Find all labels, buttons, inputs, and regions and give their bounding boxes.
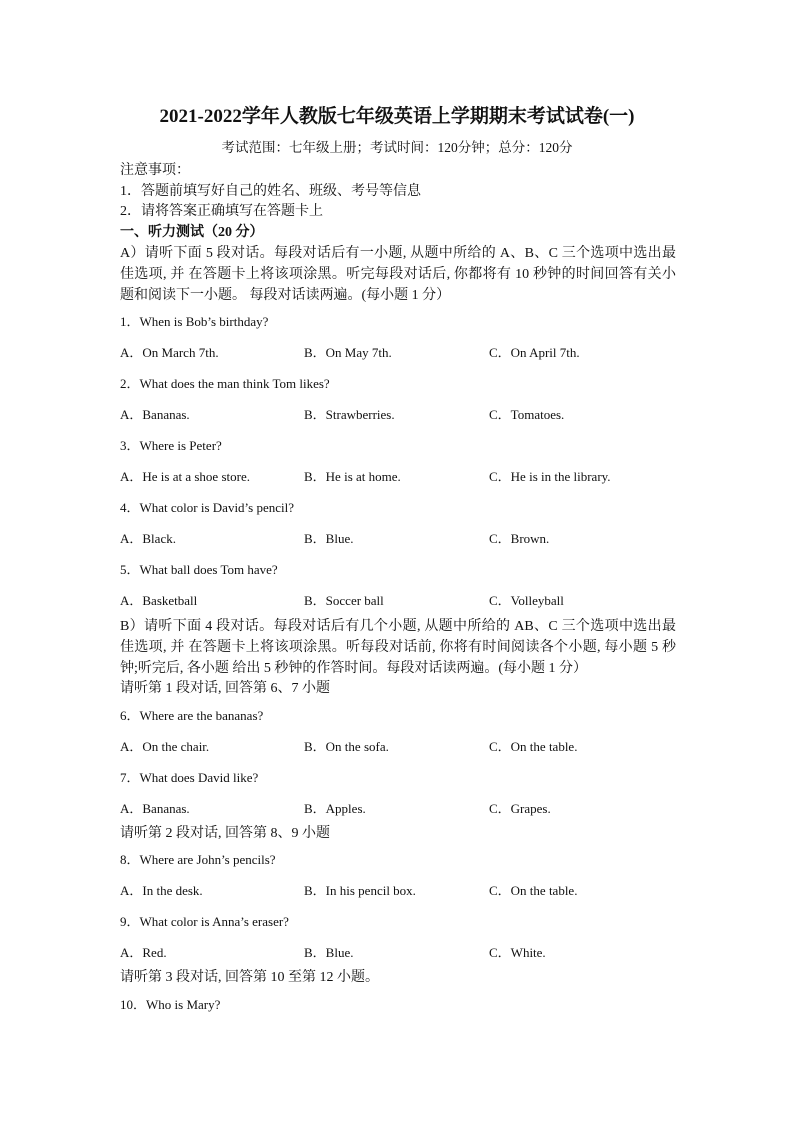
option-a: A．Black. [120,531,176,546]
option-c: C．On the table. [489,738,578,754]
question-8 [120,844,676,906]
question-4 [120,492,676,554]
question-text: 2．What does the man think Tom likes? [120,376,330,391]
question-10: 10．Who is Mary? [120,996,221,1012]
part-b-instructions: B）请听下面 4 段对话。每段对话后有几个小题, 从题中所给的 AB、C 三个选项中选出最佳选项, 并 在答题卡上将该项涂黑。听每段对话前, 你将有时间阅读各个小题, 每小题 5 秒钟;听完后, 各小题 给出 5 秒钟的作答时间。每段对话读两遍。(每小题 1 分） [120,619,676,676]
option-c: C．Grapes. [489,800,551,816]
option-a: A．On March 7th. [120,345,219,360]
option-a: A．Bananas. [120,407,190,422]
page-title: 2021-2022学年人教版七年级英语上学期期末考试试卷(一) [159,106,635,127]
options-row [120,523,676,554]
options-row [120,585,676,616]
option-c: C．White. [489,945,546,960]
dialog-2-heading: 请听第 2 段对话, 回答第 8、9 小题 [120,825,330,841]
question-6 [120,700,676,762]
question-text: 9．What color is Anna’s eraser? [120,914,289,929]
options-row [120,793,676,824]
dialog-3-heading: 请听第 3 段对话, 回答第 10 至第 12 小题。 [120,970,379,985]
option-b: B．He is at home. [304,469,401,484]
option-b: B．Blue. [304,531,354,546]
question-5 [120,554,676,616]
question-9 [120,906,676,968]
option-c: C．He is in the library. [489,469,611,484]
option-b: B．On the sofa. [304,738,389,754]
option-b: B．Strawberries. [304,407,395,422]
option-c: C．Volleyball [489,593,564,608]
option-a: A．Basketball [120,593,198,608]
options-row [120,937,676,968]
options-row [120,461,676,492]
option-b: B．In his pencil box. [304,883,416,898]
note-item: 1．答题前填写好自己的姓名、班级、考号等信息 [120,183,421,199]
question-text: 3．Where is Peter? [120,438,222,453]
question-text: 6．Where are the bananas? [120,707,264,723]
note-item: 2．请将答案正确填写在答题卡上 [120,204,323,219]
exam-info: 考试范围：七年级上册；考试时间：120分钟；总分：120分 [221,140,573,155]
question-1 [120,306,676,368]
option-a: A．Bananas. [120,800,190,816]
option-a: A．He is at a shoe store. [120,469,250,484]
notes-heading: 注意事项： [120,163,190,178]
option-c: C．On April 7th. [489,345,580,360]
option-a: A．Red. [120,945,167,960]
question-text: 8．Where are John’s pencils? [120,852,276,867]
question-text: 1．When is Bob’s birthday? [120,314,269,329]
section-heading-listening: 一、听力测试（20 分） [120,224,264,240]
part-a-instructions: A）请听下面 5 段对话。每段对话后有一小题, 从题中所给的 A、B、C 三个选项中选出最佳选项, 并 在答题卡上将该项涂黑。听完每段对话后, 你都将有 10 秒钟的时间回答有关小题和阅读下一小题。 每段对话读两遍。(每小题 1 分） [120,246,676,303]
option-c: C．Brown. [489,531,550,546]
options-row [120,399,676,430]
question-3 [120,430,676,492]
options-row [120,875,676,906]
dialog-1-heading: 请听第 1 段对话, 回答第 6、7 小题 [120,681,330,696]
exam-content [120,161,676,1020]
question-text: 5．What ball does Tom have? [120,562,278,577]
question-2 [120,368,676,430]
option-b: B．On May 7th. [304,345,392,360]
options-row [120,731,676,762]
question-text: 7．What does David like? [120,769,259,785]
option-b: B．Apples. [304,800,366,816]
question-7 [120,762,676,824]
option-a: A．On the chair. [120,738,210,754]
option-a: A．In the desk. [120,883,203,898]
option-c: C．On the table. [489,883,578,898]
option-b: B．Blue. [304,945,354,960]
options-row [120,337,676,368]
option-b: B．Soccer ball [304,593,384,608]
question-text: 4．What color is David’s pencil? [120,500,295,515]
option-c: C．Tomatoes. [489,407,565,422]
